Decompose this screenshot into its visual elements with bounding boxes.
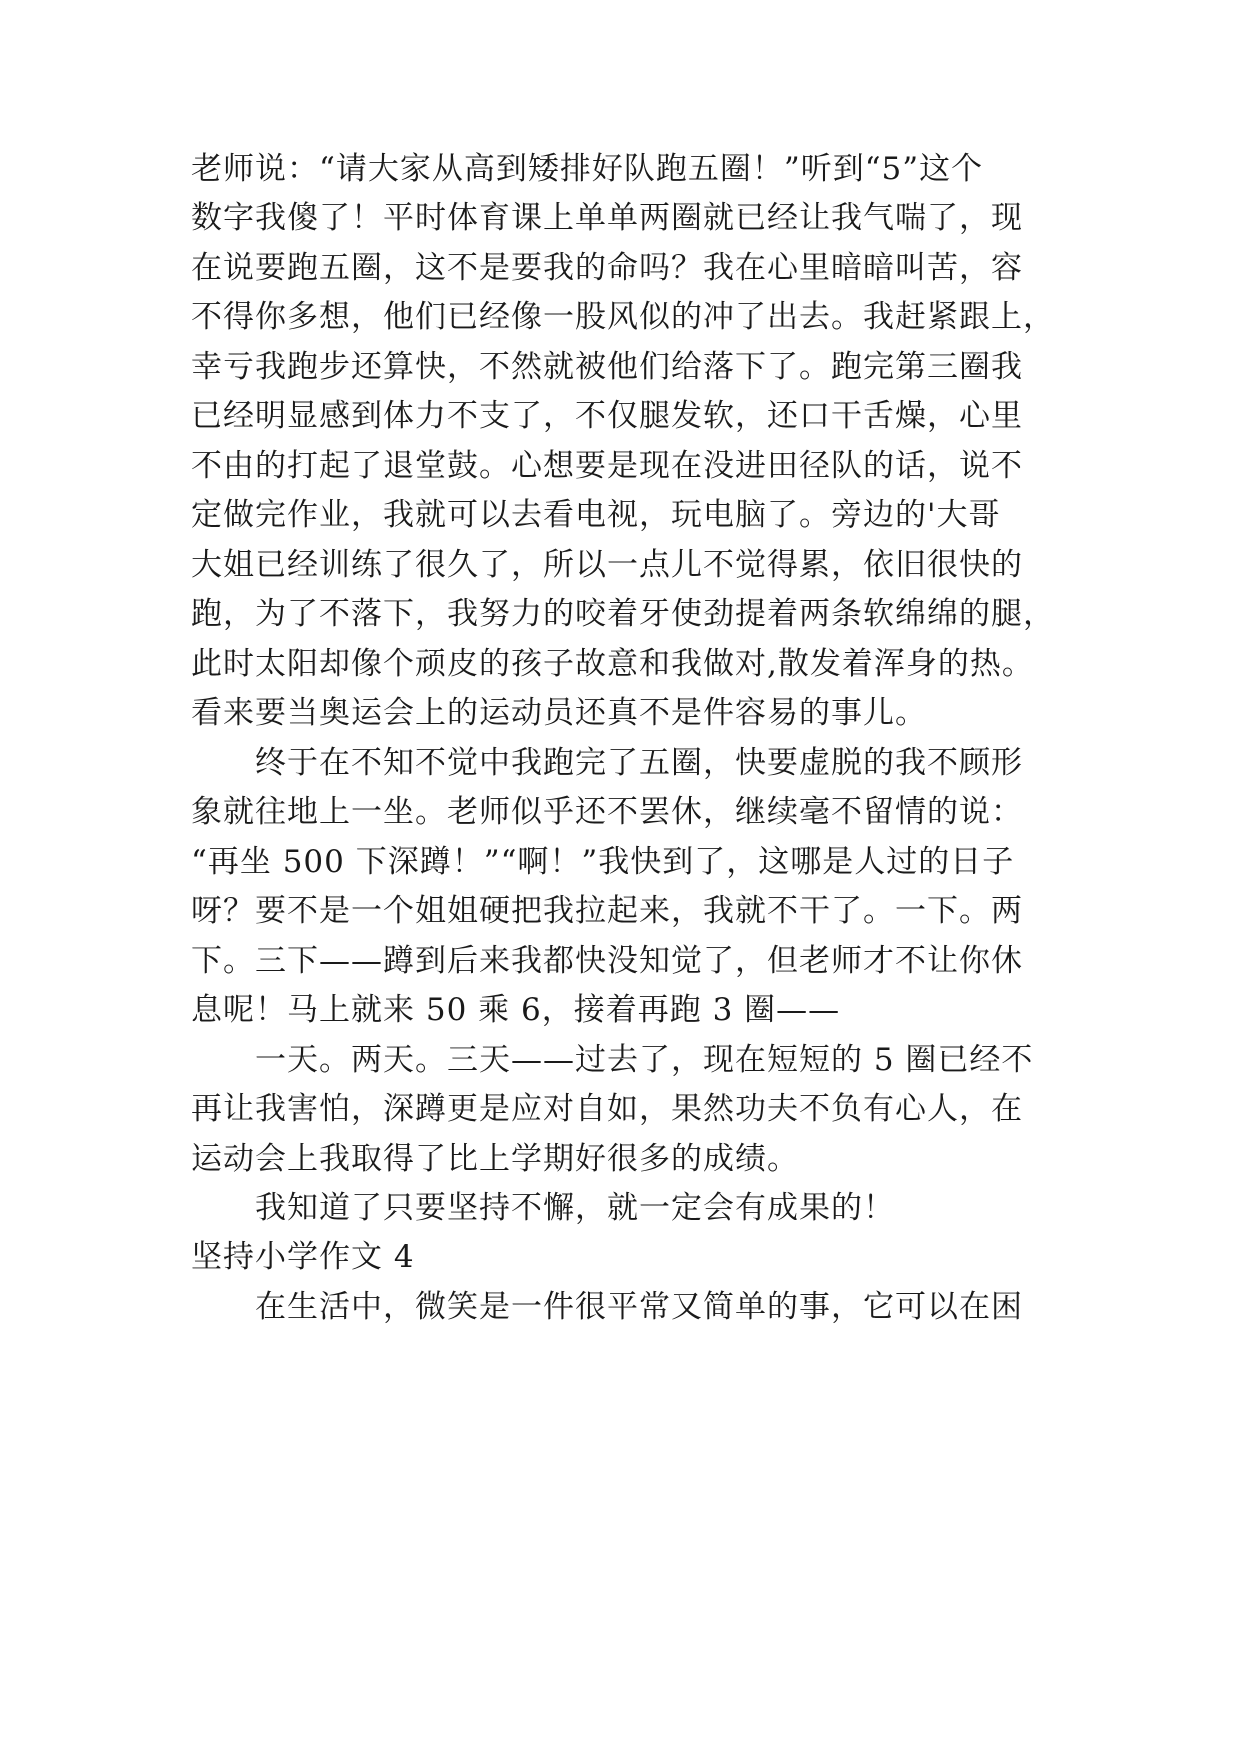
text-line: 跑，为了不落下，我努力的咬着牙使劲提着两条软绵绵的腿， bbox=[191, 596, 1055, 632]
text-line: 在说要跑五圈，这不是要我的命吗？我在心里暗暗叫苦，容 bbox=[191, 250, 1023, 286]
text-line: 幸亏我跑步还算快，不然就被他们给落下了。跑完第三圈我 bbox=[191, 349, 1023, 385]
text-line: 数字我傻了！平时体育课上单单两圈就已经让我气喘了，现 bbox=[191, 200, 1023, 236]
text-line: 不得你多想，他们已经像一股风似的冲了出去。我赶紧跟上， bbox=[191, 299, 1055, 335]
paragraph-first-line: 在生活中，微笑是一件很平常又简单的事，它可以在困 bbox=[255, 1289, 1023, 1325]
paragraph-first-line: 终于在不知不觉中我跑完了五圈，快要虚脱的我不顾形 bbox=[255, 745, 1023, 781]
text-line: 已经明显感到体力不支了，不仅腿发软，还口干舌燥，心里 bbox=[191, 398, 1023, 434]
text-line: 此时太阳却像个顽皮的孩子故意和我做对,散发着浑身的热。 bbox=[191, 646, 1034, 682]
text-line: “再坐 500 下深蹲！”“啊！”我快到了，这哪是人过的日子 bbox=[191, 844, 1015, 880]
section-heading: 坚持小学作文 4 bbox=[191, 1239, 415, 1275]
text-line: 不由的打起了退堂鼓。心想要是现在没进田径队的话，说不 bbox=[191, 448, 1023, 484]
text-line: 再让我害怕，深蹲更是应对自如，果然功夫不负有心人，在 bbox=[191, 1091, 1023, 1127]
text-line: 运动会上我取得了比上学期好很多的成绩。 bbox=[191, 1141, 799, 1177]
paragraph-first-line: 我知道了只要坚持不懈，就一定会有成果的！ bbox=[255, 1190, 895, 1226]
text-line: 大姐已经训练了很久了，所以一点儿不觉得累，依旧很快的 bbox=[191, 547, 1023, 583]
text-line: 定做完作业，我就可以去看电视，玩电脑了。旁边的'大哥 bbox=[191, 497, 1001, 533]
text-line: 下。三下——蹲到后来我都快没知觉了，但老师才不让你休 bbox=[191, 943, 1023, 979]
paragraph-first-line: 一天。两天。三天——过去了，现在短短的 5 圈已经不 bbox=[255, 1042, 1034, 1078]
text-line: 呀？要不是一个姐姐硬把我拉起来，我就不干了。一下。两 bbox=[191, 893, 1023, 929]
text-line: 息呢！马上就来 50 乘 6，接着再跑 3 圈—— bbox=[191, 992, 841, 1028]
text-line: 老师说：“请大家从高到矮排好队跑五圈！”听到“5”这个 bbox=[191, 151, 984, 187]
text-line: 象就往地上一坐。老师似乎还不罢休，继续毫不留情的说： bbox=[191, 794, 1023, 830]
text-line: 看来要当奥运会上的运动员还真不是件容易的事儿。 bbox=[191, 695, 927, 731]
